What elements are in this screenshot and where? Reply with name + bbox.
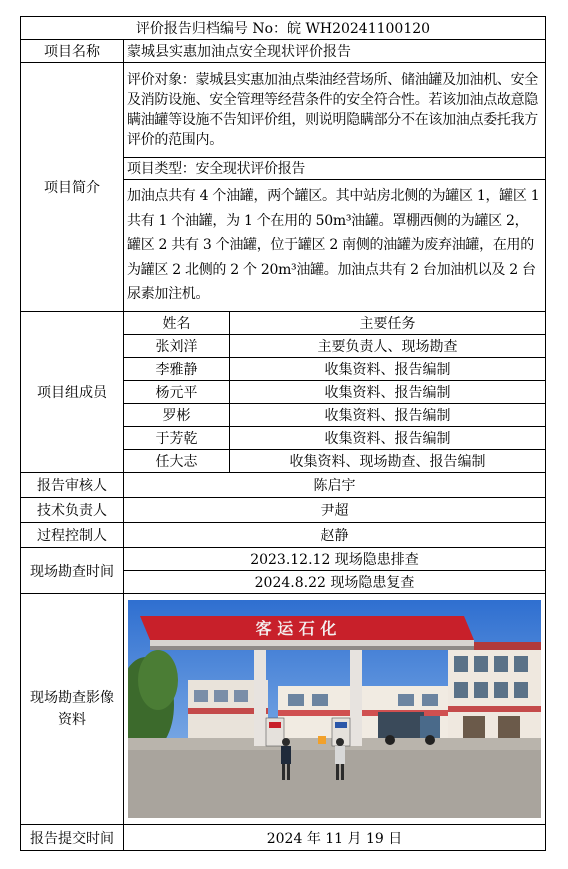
report-archive-table (20, 16, 546, 851)
member-name: 张刘洋 (124, 335, 230, 358)
tech-lead-name: 尹超 (124, 498, 546, 523)
member-task: 收集资料、报告编制 (230, 404, 546, 427)
member-name: 罗彬 (124, 404, 230, 427)
canopy-sign-text: 客 运 石 化 (255, 619, 337, 638)
intro-project-type: 项目类型：安全现状评价报告 (124, 158, 546, 180)
survey-time-label: 现场勘查时间 (21, 548, 124, 594)
reviewer-label: 报告审核人 (21, 473, 124, 498)
site-photo-cell (124, 594, 546, 825)
process-controller-name: 赵静 (124, 523, 546, 548)
members-label: 项目组成员 (21, 312, 124, 473)
member-name: 于芳乾 (124, 427, 230, 450)
member-name: 李雅静 (124, 358, 230, 381)
member-task: 收集资料、现场勘查、报告编制 (230, 450, 546, 473)
intro-tank-description: 加油点共有 4 个油罐，两个罐区。其中站房北侧的为罐区 1，罐区 1 共有 1 个油罐，为 1 个在用的 50m³油罐。罩棚西侧的为罐区 2，罐区 2 共有 3 个油罐，位于罐区 2 南侧的油罐为废弃油罐，在用的为罐区 2 北侧的 2 个 20m³油罐。加油点共有 2 台加油机以及 2 台尿素加注机。 (124, 180, 546, 312)
submit-date: 2024 年 11 月 19 日 (124, 825, 546, 851)
project-name: 蒙城县实惠加油点安全现状评价报告 (124, 40, 546, 63)
photo-label: 现场勘查影像资料 (21, 594, 124, 825)
member-name: 杨元平 (124, 381, 230, 404)
intro-label: 项目简介 (21, 63, 124, 312)
submit-time-label: 报告提交时间 (21, 825, 124, 851)
member-task: 收集资料、报告编制 (230, 427, 546, 450)
member-task: 主要负责人、现场勘查 (230, 335, 546, 358)
members-header-name: 姓名 (124, 312, 230, 335)
member-task: 收集资料、报告编制 (230, 381, 546, 404)
process-controller-label: 过程控制人 (21, 523, 124, 548)
member-task: 收集资料、报告编制 (230, 358, 546, 381)
project-name-label: 项目名称 (21, 40, 124, 63)
archive-number: 评价报告归档编号 No：皖 WH20241100120 (21, 17, 546, 40)
tech-lead-label: 技术负责人 (21, 498, 124, 523)
members-header-task: 主要任务 (230, 312, 546, 335)
member-name: 任大志 (124, 450, 230, 473)
reviewer-name: 陈启宇 (124, 473, 546, 498)
intro-evaluation-object: 评价对象：蒙城县实惠加油点柴油经营场所、储油罐及加油机、安全及消防设施、安全管理等经营条件的安全符合性。若该加油点故意隐瞒油罐等设施不告知评价组，则说明隐瞒部分不在该加油点委托我方评价的范围内。 (124, 63, 546, 158)
survey-date-2: 2024.8.22 现场隐患复查 (124, 571, 546, 594)
gas-station-photo (128, 600, 541, 818)
survey-date-1: 2023.12.12 现场隐患排查 (124, 548, 546, 571)
